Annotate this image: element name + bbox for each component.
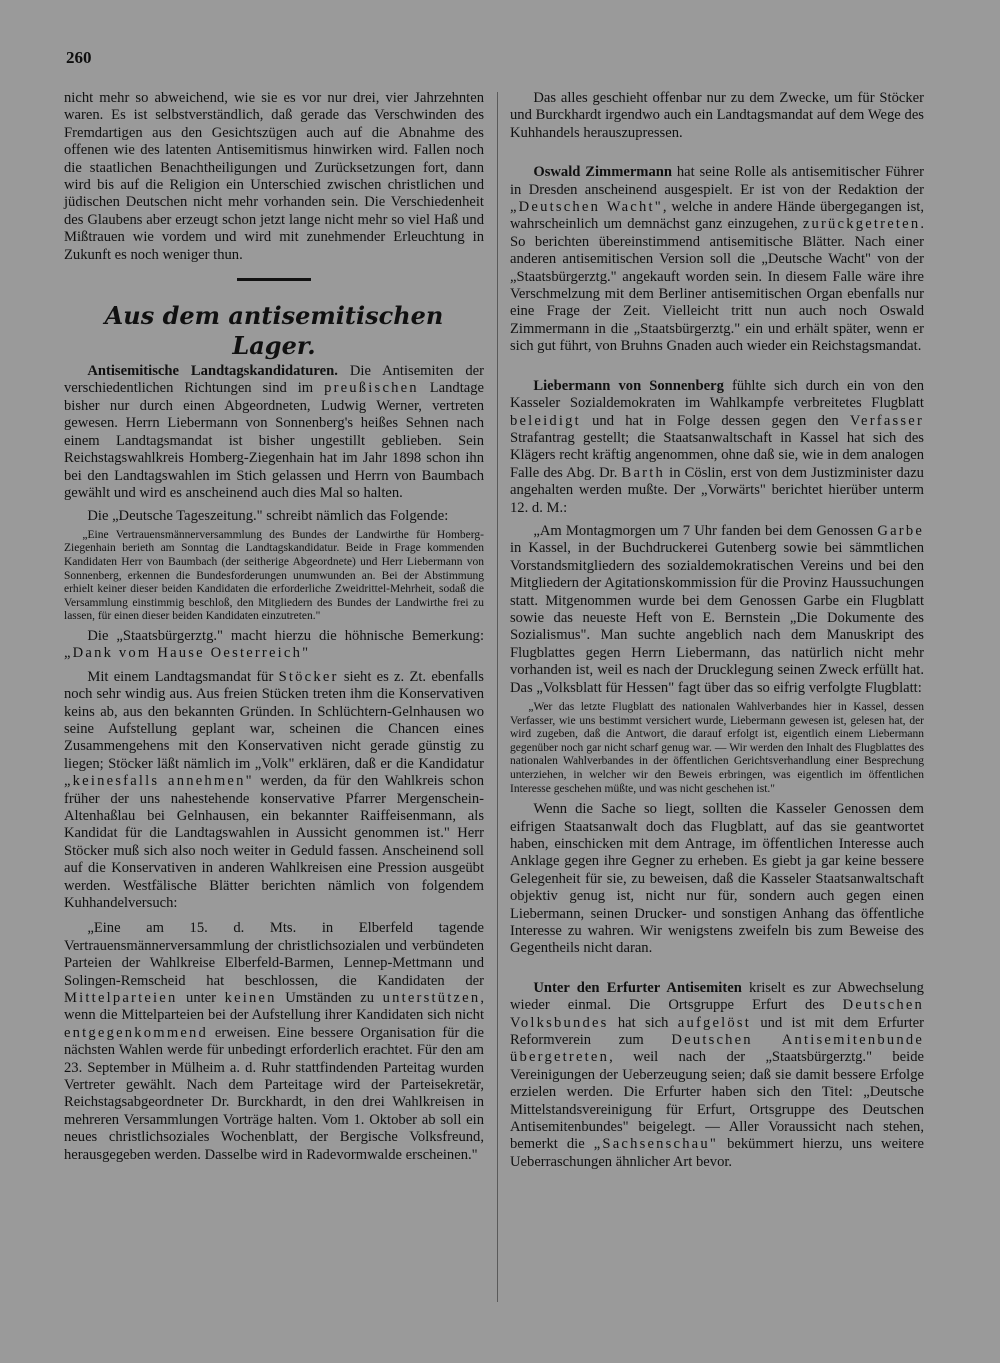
column-divider [497, 92, 498, 1302]
liebermann-text-d: in Cöslin, erst von dem Justizminister dazu angehalten werden mußte. Der „Vorwärts" berichtet hierüber unterm 12. d. M.: [510, 464, 924, 516]
elberfeld-emphasis-1: Mittelparteien [64, 990, 178, 1006]
zimmermann-emphasis-1: „Deutschen Wacht" [510, 199, 663, 216]
staatsbuerger-emphasis: „Dank vom Hause Oesterreich" [64, 645, 311, 662]
zimmermann-text-a: hat seine Rolle als antisemitischer Führer in Dresden anscheinend ausgespielt. Er ist von der Redaktion der [510, 164, 924, 198]
elberfeld-quote [64, 920, 484, 1164]
flugblatt-quote: „Wer das letzte Flugblatt des nationalen Wahlverbandes hier in Kassel, dessen Verfasser, wie uns bestimmt versichert wurde, Liebermann gewesen ist, gelesen hat, der wird zugeben, daß die Antwort, die darauf erfolgt ist, eigentlich einem Liebermann gegenüber noch gar nicht scharf genug war. — Wir werden den Inhalt des Flugblattes des nationalen Wahlverbandes in der öffentlichen Gerichtsverhandlung einer Besprechung unterziehen, in welcher wir den Beweis erbringen, was eigentlich im öffentlichen Interesse geschehen müßte, und was nicht geschehen ist." [510, 701, 924, 795]
tageszeitung-intro: Die „Deutsche Tageszeitung." schreibt nämlich das Folgende: [87, 508, 449, 525]
montag-quote [510, 523, 924, 697]
erfurt-paragraph [510, 980, 924, 1171]
liebermann-paragraph [510, 378, 924, 517]
staatsbuerger-paragraph [64, 628, 484, 663]
erfurt-text-a: kriselt es zur Abwechselung wieder einmal. Die Ortsgruppe Erfurt des [510, 979, 924, 1014]
erfurt-text-b: hat sich [608, 1014, 678, 1031]
right-column [510, 90, 924, 1171]
erfurt-emphasis-2: aufgelöst [677, 1014, 752, 1031]
erfurt-emphasis-1: Deutschen Volksbundes [510, 997, 924, 1031]
left-column [64, 90, 484, 1164]
landtag-text-b: Landtage bisher nur durch einen Abgeordneten, Ludwig Werner, vertreten gewesen. Herrn Liebermann von Sonnenberg's heißes Sehnen nach einem Landtagsmandat ist bisher ungestillt geblieben. Sein Reichstagswahlkreis Homberg-Ziegenhain hat im Jahr 1898 schon ihn bei den Landtagswahlen im Stich gelassen und Herrn von Baumbach gewählt und wird es anscheinend auch dies Mal so halten. [64, 380, 484, 501]
stoecker-emphasis-2: „keinesfalls annehmen" [64, 773, 254, 790]
stoecker-text-c: werden, da für den Wahlkreis schon früher der uns nahestehende konservative Pfarrer Mergenschein-Altenhaßlau bei Gelnhausen, ein bekannter Raiffeisenmann, als Kandidat für die Landtagswahlen in Aussicht genommen ist." Herr Stöcker muß sich also noch weiter in Geduld fassen. Anscheinend soll auf die Konservativen in anderen Wahlkreisen eine Pression ausgeübt werden. Westfälische Blätter berichten nämlich von folgendem Kuhhandelversuch: [64, 773, 484, 911]
staatsbuerger-text: Die „Staatsbürgerztg." macht hierzu die höhnische Bemerkung: [87, 627, 484, 644]
erfurt-heading: Unter den Erfurter Antisemiten [533, 979, 742, 996]
erfurt-emphasis-4: „Sachsenschau" [593, 1136, 719, 1153]
elberfeld-text-d: , wenn die Mittelparteien bei der Aufstellung ihrer Kandidaten sich nicht [64, 990, 484, 1024]
montag-text-a: „Am Montagmorgen um 7 Uhr fanden bei dem Genossen [533, 522, 878, 539]
zimmermann-text-c: . So berichten übereinstimmend antisemitische Blätter. Nach einer anderen antisemitischen Version soll die „Deutsche Wacht" von der „Staatsbürgerztg." angekauft worden sein. In diesem Falle wäre ihre Verschmelzung mit dem Berliner antisemitischen Organ ebenfalls nur eine Frage der Zeit. Vielleicht tritt nun auch noch Oswald Zimmermann in die „Staatsbürgerztg." ein und erhält später, wenn er sich gut führt, von Bruhns Gnaden auch wieder ein Reichstagsmandat. [510, 216, 924, 355]
landtag-paragraph [64, 363, 484, 502]
elberfeld-emphasis-2: keinen [224, 990, 277, 1006]
elberfeld-emphasis-3: unterstützen [382, 990, 481, 1006]
liebermann-emphasis-2: Verfasser [849, 412, 924, 429]
stoecker-emphasis-1: Stöcker [278, 668, 339, 685]
montag-emphasis: Garbe [877, 522, 924, 539]
stoecker-text-a: Mit einem Landtagsmandat für [87, 668, 279, 685]
right-intro-paragraph: Das alles geschieht offenbar nur zu dem Zwecke, um für Stöcker und Burckhardt irgendwo auch ein Landtagsmandat auf dem Wege des Kuhhandels herauszupressen. [510, 90, 924, 141]
elberfeld-text-a: „Eine am 15. d. Mts. in Elberfeld tagende Vertrauensmännerversammlung der christlichsozialen und verbündeten Parteien der Wahlkreise Elberfeld-Barmen, Lennep-Mettmann und Solingen-Remscheid hat beschlossen, die Kandidaten der [64, 920, 484, 989]
liebermann-text-a: fühlte sich durch ein von den Kasseler Sozialdemokraten im Wahlkampfe verbreitetes Flugblatt [510, 377, 924, 412]
landtag-heading: Antisemitische Landtagskandidaturen. [87, 363, 338, 380]
erfurt-text-e: bekümmert hierzu, uns weitere Ueberraschungen ähnlicher Art bevor. [510, 1136, 924, 1170]
section-divider-rule [237, 278, 311, 281]
liebermann-emphasis-3: Barth [621, 464, 665, 481]
elberfeld-text-b: unter [177, 990, 225, 1006]
zimmermann-emphasis-2: zurückgetreten [802, 216, 921, 233]
zimmermann-text-b: , welche in andere Hände übergegangen ist, wahrscheinlich um demnächst ganz einzugehen, [510, 199, 924, 233]
liebermann-emphasis-1: beleidigt [510, 412, 581, 429]
page-number: 260 [66, 48, 92, 67]
intro-paragraph: nicht mehr so abweichend, wie sie es vor nur drei, vier Jahrzehnten waren. Es ist selbstverständlich, daß gerade das Verschwinden des Fremdartigen aus den Gesichtszügen auch auf die Abnahme des offenen wie des latenten Antisemitismus hinwirken wird. Fallen noch die staatlichen Benachtheiligungen und Zurücksetzungen fort, dann wird bis auf die Religion ein Unterschied zwischen christlichen und jüdischen Deutschen nicht mehr vorhanden sein. Die Verschiedenheit des Glaubens aber erzeugt schon jetzt lange nicht mehr so viel Haß und Mißtrauen wie vordem und wird mit zunehmender Erleuchtung in Zukunft es noch weniger thun. [64, 90, 484, 263]
erfurt-emphasis-3: Deutschen Antisemitenbunde übergetreten [510, 1032, 925, 1066]
landtag-text-a: Die Antisemiten der verschiedentlichen Richtungen sind im [64, 363, 484, 397]
landtag-emphasis: preußischen [324, 380, 419, 397]
liebermann-text-b: und hat in Folge dessen gegen den [580, 412, 850, 429]
stoecker-text-b: sieht es z. Zt. ebenfalls noch sehr windig aus. Aus freien Stücken treten ihm die Konservativen keins ab, aus den bekannten Gründen. In Schlüchtern-Gelnhausen wo seine Aufstellung geplant war, scheinen die Chancen eines Zusammengehens mit den Konservativen nicht gerade günstig zu liegen; Stöcker läßt nämlich im „Volk" erklären, daß er die Kandidatur [64, 668, 484, 772]
liebermann-heading: Liebermann von Sonnenberg [533, 377, 724, 394]
zimmermann-paragraph [510, 164, 924, 355]
tageszeitung-quote: „Eine Vertrauensmännerversammlung des Bundes der Landwirthe für Homberg-Ziegenhain berieth am Sonntag die Landtagskandidatur. Beide in Frage kommenden Kandidaten Herr von Baumbach (der seitherige Abgeordnete) und Herr Liebermann von Sonnenberg, erkennen die Bundesforderungen unumwunden an. Bei der Abstimmung erhielt keiner dieser beiden Kandidaten die erforderliche Zweidrittel-Mehrheit, sodaß die Versammlung einstimmig beschloß, den Mitgliedern des Bundes der Landwirthe frei zu lassen, für einen dieser beiden Kandidaten einzutreten." [64, 528, 484, 623]
stoecker-paragraph [64, 669, 484, 913]
erfurt-text-d: , weil nach der „Staatsbürgerztg." beide Vereinigungen der Ueberzeugung seien; daß sie damit bessere Erfolge erzielen werden. Die Erfurter haben sich den Titel: „Deutsche Mittelstandsvereinigung für Erfurt, Ortsgruppe des Deutschen Antisemitenbundes" beigelegt. — Aller Voraussicht nach stehen, bemerkt die [510, 1049, 924, 1153]
montag-text-b: in Kassel, in der Buchdruckerei Gutenberg sowie bei sämmtlichen Vorstandsmitgliedern des sozialdemokratischen Vereins und bei den Mitgliedern der Agitationskommission für die Provinz Haussuchungen statt. Mitgenommen wurde bei dem Genossen Garbe ein Flugblatt sowie das neueste Heft von E. Bernstein „Die Dokumente des Sozialismus". Man suchte angeblich nach dem Manuskript des Flugblattes gegen Herrn Liebermann, das natürlich nicht mehr vorhanden ist, weil es nach der Drucklegung seinen Zweck erfüllt hat. Das „Volksblatt für Hessen" fagt über das so eifrig verfolgte Flugblatt: [510, 540, 924, 696]
elberfeld-emphasis-4: entgegenkommend [64, 1024, 209, 1041]
zimmermann-heading: Oswald Zimmermann [533, 164, 672, 181]
liebermann-text-c: Strafantrag gestellt; die Staatsanwaltschaft in Kassel hat sich des Klägers recht kräftig angenommen, ohne daß sie, wie in dem analogen Falle des Abg. Dr. [510, 429, 924, 481]
elberfeld-text-c: Umständen zu [276, 990, 383, 1006]
erfurt-text-c: und ist mit dem Erfurter Reformverein zum [510, 1014, 924, 1049]
sache-paragraph: Wenn die Sache so liegt, sollten die Kasseler Genossen dem eifrigen Staatsanwalt doch das Flugblatt, auf das sie geantwortet haben, einschicken mit dem Antrage, im öffentlichen Interesse auch Anklage gegen ihre Gegner zu erheben. Es giebt ja gar keine bessere Gelegenheit für sie, zu beweisen, daß die Kasseler Staatsanwaltschaft objektiv genug ist, nicht nur für, sondern auch gegen einen Liebermann, seinen Drucker- und sonstigen Anhang das öffentliche Interesse zu wahren. Wir wenigstens zweifeln bis zum Beweise des Gegentheils nicht daran. [510, 801, 924, 957]
elberfeld-text-e: erweisen. Eine bessere Organisation für die nächsten Wahlen werde für unbedingt erforderlich erachtet. Für den am 23. September in Mülheim a. d. Ruhr stattfindenden Parteitag wurden Vertreter gewählt. Nach dem Parteitage wird der Parteisekretär, Reichstagsabgeordneter Dr. Burckhardt, in den drei Wahlkreisen in mehreren Versammlungen Vorträge halten. Vom 1. Oktober ab soll ein neues christlichsoziales Wochenblatt, der Bergische Volksfreund, herausgegeben werden. Dasselbe wird in Radevormwalde erscheinen." [64, 1024, 484, 1163]
section-title: Aus dem antisemitischen Lager. [104, 301, 444, 361]
